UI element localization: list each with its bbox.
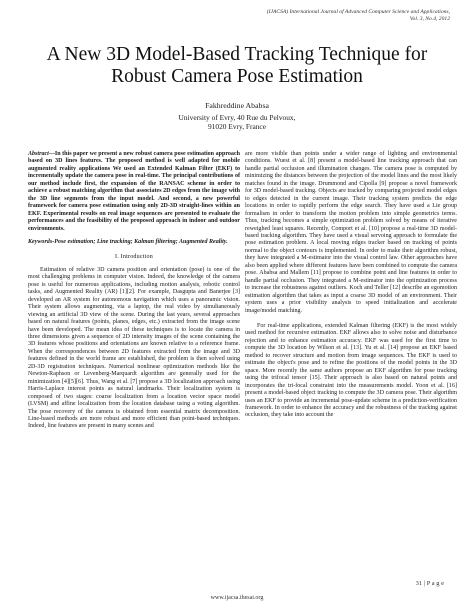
journal-volume: Vol. 3, No.4, 2012 xyxy=(409,16,450,22)
abstract-text: —In this paper we present a new robust camera pose estimation approach based on 3D lines features. The proposed method is well adapted for mobile augmented reality applications We used an Extended Kalman Filter (EKF) to incrementally update the camera pose in real-time. The principal contributions of our method include first, the expansion of the RANSAC scheme in order to achieve a robust matching algorithm that associates 2D edges from the image with the 3D line segments from the input model. And second, a new powerful framework for camera pose estimation using only 2D-3D straight-lines within an EKF. Experimental results on real image sequences are presented to evaluate the performances and the feasibility of the proposed approach in indoor and outdoor environments. xyxy=(28,151,240,232)
affiliation-line-1: University of Evry, 40 Rue du Pelvoux, xyxy=(178,112,296,122)
journal-name: (IJACSA) International Journal of Advanced Computer Science and Applications, xyxy=(266,9,450,15)
title-line-1: A New 3D Model-Based Tracking Technique for xyxy=(46,44,428,65)
journal-url: www.ijacsa.thesai.org xyxy=(210,595,264,601)
affiliation-line-2: 91020 Evry, France xyxy=(207,122,266,131)
page-number: 31 | P a g e xyxy=(415,580,444,587)
section-heading-introduction: I. Introduction xyxy=(115,254,153,261)
keywords: Keywords-Pose estimation; Line tracking; Kalman filtering; Augmented Reality. xyxy=(28,238,228,245)
body-paragraph: are more visible than points under a wider range of lighting and environmental conditions. Wuest et al. [8] present a model-based line tracking approach that can handle partial occlusion and illumination changes. The camera pose is computed by minimizing the distances between the projection of the model lines and the most likely matches found in the image. Drummond and Cipolla [9] propose a novel framework for 3D model-based tracking. Objects are tracked by comparing projected model edges to edges detected in the current image. Their tracking system predicts the edge locations in order to rapidly perform the edge search. They have used a Lie group formalism in order to transform the motion problem into simple geometrics terms. Thus, tracking becomes a simple optimization problem solved by means of iterative reweighed least squares. Recently, Comport et al. [10] propose a real-time 3D model-based tracking algorithm. They have used a visual servoing approach to formulate the pose estimation problem. A local moving edges tracker based on tracking of points normal to the object contours is implemented. In order to make their algorithm robust, they have integrated a M-estimator into the visual control law. Other approaches have also been applied where different features have been combined to compute the camera pose. Ababsa and Mallem [11] propose to combine point and line features in order to handle partial occlusion. They integrated a M-estimator into the optimization process to increase the robustness against outliers. Koch and Teller [12] describe an egomotion estimation algorithm that takes as input a coarse 3D model of an environment. Their system uses a prior visibility analysis to speed initialization and accelerate image/model matching. xyxy=(245,151,457,314)
left-column xyxy=(28,151,240,431)
abstract-label: Abstract xyxy=(28,151,49,157)
author-block xyxy=(20,101,454,132)
abstract xyxy=(28,151,240,233)
right-column xyxy=(245,151,457,420)
body-paragraph: Estimation of relative 3D camera position and orientation (pose) is one of the most challenging problems in computer vision. Indeed, the knowledge of the camera pose is useful for numerous applications, including motion analysis, robotic control tasks, and Augmented Reality (AR) [1][2]. For example, Dasgupta and Banerjee [3] developed an AR system for autonomous navigation which uses a panoramic vision. Their system allows augmenting, via a laptop, the real video by simultaneously viewing an artificial 3D view of the scene. During the last years, several approaches based on natural features (points, planes, edges, etc.) extracted from the image scene have been developed. The mean idea of these techniques is to locate the camera in three dimensions given a sequence of 2D intensity images of the scene containing the 3D features whose positions and orientations are known relative to a reference frame. When the correspondences between 2D features extracted from the image and 3D features defined in the world frame are established, the problem is then solved using 2D-3D registration techniques. Numerical nonlinear optimization methods like the Newton-Raphson or Levenberg-Marquardt algorithm are generally used for the minimization [4][5][6]. Thus, Wang et al. [7] propose a 3D localization approach using Harris-Laplace interest points as natural landmarks. Their localization system is composed of two stages: coarse localization from a location vector space model (LVSM) and affine localization from the location database using a voting algorithm. The pose recovery of the camera is obtained from essential matrix decomposition. Line-based methods are more robust and more efficient than point-based techniques. Indeed, line features are present in many scenes and xyxy=(28,266,240,430)
author-name: Fakhreddine Ababsa xyxy=(205,101,269,110)
title-line-2: Robust Camera Pose Estimation xyxy=(111,66,363,87)
body-paragraph: For real-time applications, extended Kalman filtering (EKF) is the most widely used method for recursive estimation. EKF allows also to solve noise and disturbance rejection and to enhance estimation accuracy. EKF was used for the first time to compute the 3D location by Wilson et al. [13]. Yu et al. [14] propose an EKF based method to recover structure and motion from image sequences. The EKF is used to estimate the object's pose and to refine the positions of the model points in the 3D space. More recently the same authors propose an EKF algorithm for pose tracking using the trifocal tensor [15]. Their approach is also based on natural points and incorporates the tri-focal constraint into the measurements model. Yoon et al. [16] present a model-based object tracking to compute the 3D camera pose. Their algorithm uses an EKF to provide an incremental pose-update scheme in a prediction-verification framework. In order to enhance the accuracy and the robustness of the tracking against occlusion, they take into account the xyxy=(245,322,457,419)
journal-header xyxy=(150,9,450,23)
paper-title xyxy=(20,44,454,88)
